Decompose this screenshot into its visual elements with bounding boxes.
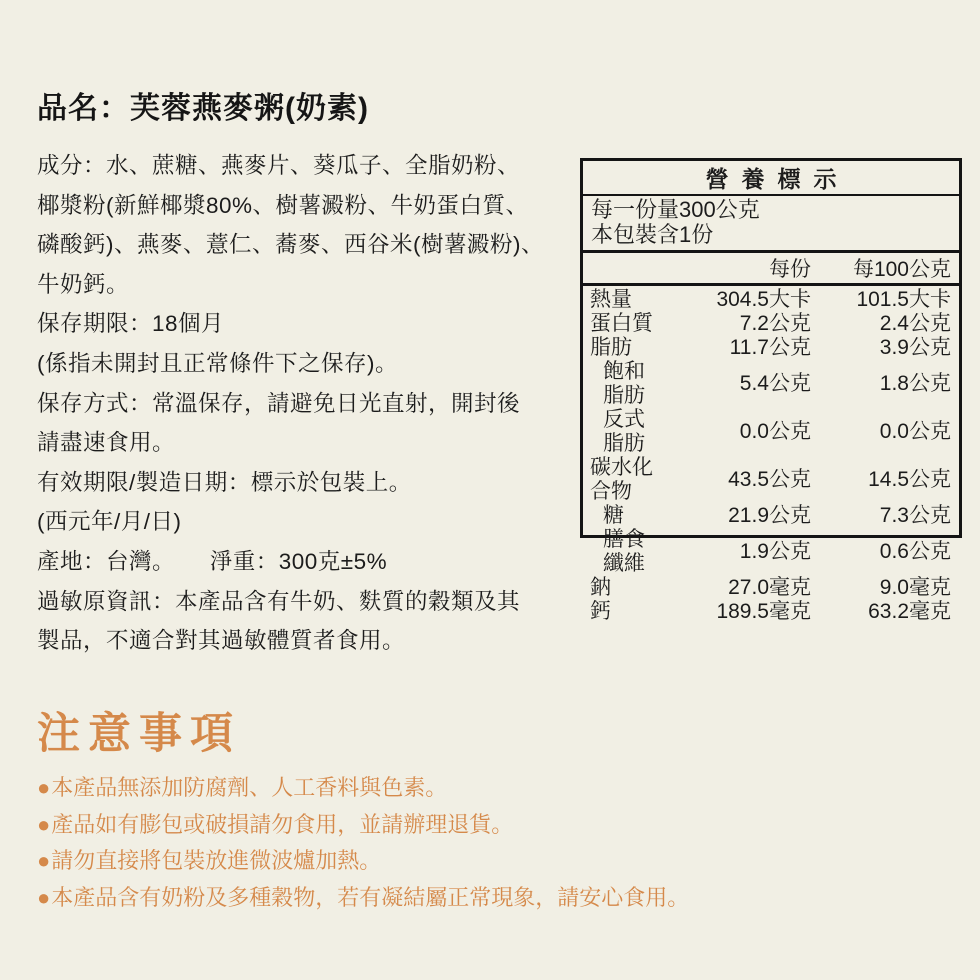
- table-row-protein: 蛋白質 7.2公克 2.4公克: [590, 312, 951, 335]
- allergen-info-line: 製品，不適合對其過敏體質者食用。: [37, 628, 406, 654]
- expiry-date-line: 有效期限/製造日期：標示於包裝上。: [37, 469, 412, 495]
- ingredients-line: 成分：水、蔗糖、燕麥片、葵瓜子、全脂奶粉、: [37, 153, 521, 178]
- table-row-sodium: 鈉 27.0毫克 9.0毫克: [590, 576, 951, 599]
- serving-size: 每一份量300公克: [591, 197, 760, 222]
- table-column-headers: [583, 253, 959, 286]
- ingredients-line: 磷酸鈣)、燕麥、薏仁、蕎麥、西谷米(樹薯澱粉)、: [37, 232, 544, 258]
- table-row-carbohydrate: 碳水化合物 43.5公克 14.5公克: [590, 456, 951, 503]
- bullet-icon: ●: [37, 775, 51, 800]
- notice-item: [37, 807, 957, 844]
- servings-per-package: 本包裝含1份: [591, 222, 714, 247]
- ingredients-line: 椰漿粉(新鮮椰漿80%、樹薯澱粉、牛奶蛋白質、: [37, 192, 529, 218]
- bullet-icon: ●: [37, 848, 51, 873]
- notice-list: [37, 770, 957, 916]
- notice-item-text: 本產品無添加防腐劑、人工香料與色素。: [51, 775, 448, 800]
- shelf-life-note-line: (係指未開封且正常條件下之保存)。: [37, 350, 398, 376]
- nutrition-table-title: 營養標示: [583, 161, 959, 196]
- col-header-per-serving: 每份: [769, 258, 811, 281]
- storage-method-line: 請盡速食用。: [37, 430, 176, 456]
- notice-item-text: 請勿直接將包裝放進微波爐加熱。: [51, 848, 382, 873]
- table-row-sugar: 糖 21.9公克 7.3公克: [603, 504, 951, 527]
- notice-item: [37, 880, 957, 917]
- table-row-fat: 脂肪 11.7公克 3.9公克: [590, 336, 951, 359]
- bullet-icon: ●: [37, 884, 51, 910]
- notice-item-text: 本產品含有奶粉及多種穀物，若有凝結屬正常現象，請安心食用。: [51, 884, 690, 910]
- notice-item: [37, 770, 957, 807]
- table-row-calories: 熱量 304.5大卡 101.5大卡: [590, 288, 951, 311]
- allergen-info-line: 過敏原資訊：本產品含有牛奶、麩質的穀類及其: [37, 588, 521, 614]
- nutrition-facts-table: [580, 158, 962, 623]
- table-row-saturated-fat: 飽和脂肪 5.4公克 1.8公克: [603, 360, 951, 407]
- notice-section-heading: 注意事項: [37, 710, 241, 758]
- shelf-life-line: 保存期限：18個月: [37, 311, 225, 337]
- table-row-calcium: 鈣 189.5毫克 63.2毫克: [590, 600, 951, 623]
- notice-item-text: 產品如有膨包或破損請勿食用，並請辦理退貨。: [51, 811, 514, 837]
- date-format-line: (西元年/月/日): [37, 509, 182, 535]
- nutrition-rows: [583, 286, 959, 626]
- table-row-dietary-fiber: 膳食纖維 1.9公克 0.6公克: [603, 528, 951, 575]
- origin-and-net-weight-line: 產地：台灣。 淨重：300克±5%: [37, 548, 388, 574]
- ingredients-line: 牛奶鈣。: [37, 271, 130, 297]
- product-name-title: 品名：芙蓉燕麥粥(奶素): [37, 92, 369, 125]
- serving-info: [583, 196, 959, 253]
- storage-method-line: 保存方式：常溫保存，請避免日光直射，開封後: [37, 390, 521, 416]
- table-row-trans-fat: 反式脂肪 0.0公克 0.0公克: [603, 408, 951, 455]
- bullet-icon: ●: [37, 811, 51, 837]
- col-header-per-100g: 每100公克: [852, 258, 951, 281]
- notice-item: [37, 843, 957, 880]
- product-info-section: [37, 146, 589, 661]
